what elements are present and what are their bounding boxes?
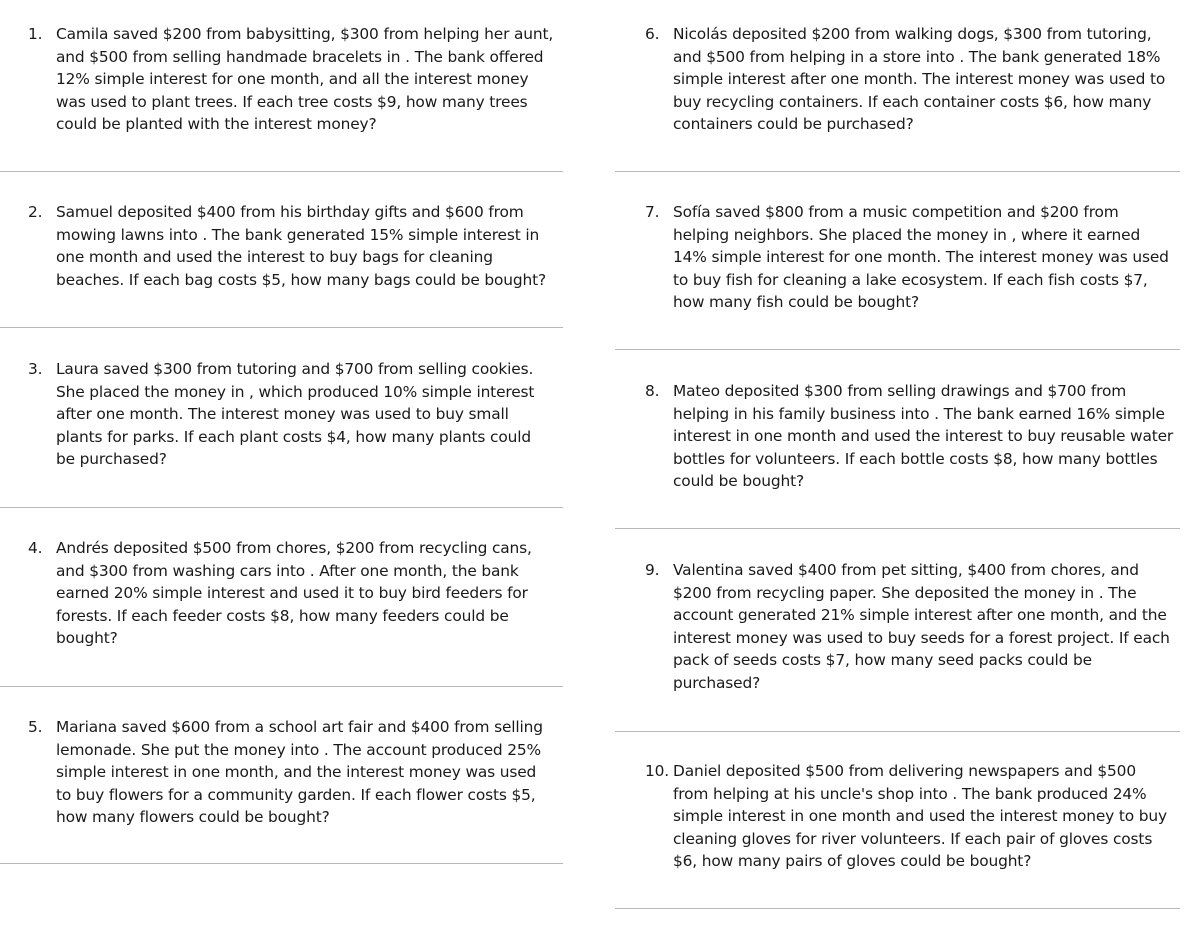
problem-text xyxy=(673,559,1170,695)
problem-number: 2. xyxy=(28,203,43,221)
problem-number: 8. xyxy=(645,382,660,400)
problem-line: be purchased? xyxy=(56,450,167,469)
problem-line: Mariana saved $600 from a school art fair and $400 from selling xyxy=(56,718,543,736)
answer-line xyxy=(615,349,1180,350)
problem-line: 14% simple interest for one month. The interest money was used xyxy=(673,248,1169,267)
problem-line: forests. If each feeder costs $8, how many feeders could be xyxy=(56,606,509,625)
problem-line: Nicolás deposited $200 from walking dogs, $300 from tutoring, xyxy=(673,25,1152,43)
problem-line: interest money was used to buy seeds for a forest project. If each xyxy=(673,628,1170,647)
problem-8 xyxy=(645,380,1173,493)
problem-line: simple interest after one month. The interest money was used to xyxy=(673,70,1166,89)
problem-line: account generated 21% simple interest after one month, and the xyxy=(673,606,1167,625)
problem-line: bottles for volunteers. If each bottle costs $8, how many bottles xyxy=(673,449,1158,468)
problem-line: Laura saved $300 from tutoring and $700 from selling cookies. xyxy=(56,360,534,378)
problem-line: Andrés deposited $500 from chores, $200 from recycling cans, xyxy=(56,539,532,557)
problem-line: buy recycling containers. If each container costs $6, how many xyxy=(673,92,1152,111)
problem-line: how many fish could be bought? xyxy=(673,293,920,312)
problem-6 xyxy=(645,23,1165,136)
answer-line xyxy=(0,171,563,172)
answer-line xyxy=(615,731,1180,732)
problem-line: Valentina saved $400 from pet sitting, $400 from chores, and xyxy=(673,561,1139,579)
problem-line: to buy fish for cleaning a lake ecosystem. If each fish costs $7, xyxy=(673,270,1148,289)
problem-text xyxy=(673,760,1167,873)
problem-line: could be planted with the interest money? xyxy=(56,115,377,134)
problem-line: from helping at his uncle's shop into . The bank produced 24% xyxy=(673,784,1147,803)
problem-line: $6, how many pairs of gloves could be bought? xyxy=(673,852,1032,871)
problem-number: 9. xyxy=(645,561,660,579)
problem-9 xyxy=(645,559,1170,695)
problem-line: Camila saved $200 from babysitting, $300 from helping her aunt, xyxy=(56,25,554,43)
problem-line: to buy flowers for a community garden. If each flower costs $5, xyxy=(56,785,536,804)
problem-number: 3. xyxy=(28,360,43,378)
problem-text xyxy=(56,537,532,650)
problem-line: $200 from recycling paper. She deposited the money in . The xyxy=(673,583,1137,602)
problem-2 xyxy=(28,201,546,291)
problem-line: plants for parks. If each plant costs $4, how many plants could xyxy=(56,427,531,446)
problem-line: Samuel deposited $400 from his birthday gifts and $600 from xyxy=(56,203,524,221)
problem-line: pack of seeds costs $7, how many seed packs could be xyxy=(673,651,1092,670)
problem-line: and $500 from helping in a store into . The bank generated 18% xyxy=(673,47,1161,66)
answer-line xyxy=(0,686,563,687)
problem-line: after one month. The interest money was used to buy small xyxy=(56,405,509,424)
answer-line xyxy=(0,507,563,508)
problem-line: Daniel deposited $500 from delivering newspapers and $500 xyxy=(673,762,1136,780)
problem-line: containers could be purchased? xyxy=(673,115,914,134)
answer-line xyxy=(0,327,563,328)
problem-text xyxy=(56,358,534,471)
problem-10 xyxy=(645,760,1167,873)
problem-number: 5. xyxy=(28,718,43,736)
problem-number: 1. xyxy=(28,25,43,43)
problem-line: bought? xyxy=(56,629,118,648)
problem-line: helping in his family business into . The bank earned 16% simple xyxy=(673,404,1165,423)
problem-line: interest in one month and used the interest to buy reusable water xyxy=(673,427,1174,446)
problem-text xyxy=(673,201,1169,314)
problem-line: earned 20% simple interest and used it to buy bird feeders for xyxy=(56,584,528,603)
answer-line xyxy=(0,863,563,864)
problem-4 xyxy=(28,537,532,650)
problem-text xyxy=(56,23,553,136)
problem-text xyxy=(56,716,543,829)
problem-line: Sofía saved $800 from a music competition and $200 from xyxy=(673,203,1119,221)
problem-line: could be bought? xyxy=(673,472,804,491)
problem-line: mowing lawns into . The bank generated 15% simple interest in xyxy=(56,225,540,244)
answer-line xyxy=(615,908,1180,909)
problem-line: purchased? xyxy=(673,673,761,692)
problem-line: Mateo deposited $300 from selling drawings and $700 from xyxy=(673,382,1127,400)
answer-line xyxy=(615,528,1180,529)
problem-3 xyxy=(28,358,534,471)
problem-line: She placed the money in , which produced 10% simple interest xyxy=(56,382,535,401)
problem-line: lemonade. She put the money into . The account produced 25% xyxy=(56,740,542,759)
problem-line: one month and used the interest to buy bags for cleaning xyxy=(56,248,493,267)
problem-number: 7. xyxy=(645,203,660,221)
problem-text xyxy=(673,380,1173,493)
problem-line: 12% simple interest for one month, and all the interest money xyxy=(56,70,529,89)
problem-line: was used to plant trees. If each tree costs $9, how many trees xyxy=(56,92,528,111)
problem-number: 6. xyxy=(645,25,660,43)
problem-line: how many flowers could be bought? xyxy=(56,808,330,827)
problem-line: helping neighbors. She placed the money in , where it earned xyxy=(673,225,1141,244)
problem-text xyxy=(56,201,546,291)
problem-line: and $300 from washing cars into . After one month, the bank xyxy=(56,561,519,580)
problem-line: cleaning gloves for river volunteers. If each pair of gloves costs xyxy=(673,829,1153,848)
problem-text xyxy=(673,23,1165,136)
problem-line: and $500 from selling handmade bracelets in . The bank offered xyxy=(56,47,544,66)
problem-line: simple interest in one month, and the interest money was used xyxy=(56,763,537,782)
problem-number: 4. xyxy=(28,539,43,557)
problem-1 xyxy=(28,23,553,136)
answer-line xyxy=(615,171,1180,172)
problem-line: simple interest in one month and used the interest money to buy xyxy=(673,807,1167,826)
problem-number: 10. xyxy=(645,762,670,780)
problem-5 xyxy=(28,716,543,829)
problem-7 xyxy=(645,201,1169,314)
problem-line: beaches. If each bag costs $5, how many bags could be bought? xyxy=(56,270,547,289)
